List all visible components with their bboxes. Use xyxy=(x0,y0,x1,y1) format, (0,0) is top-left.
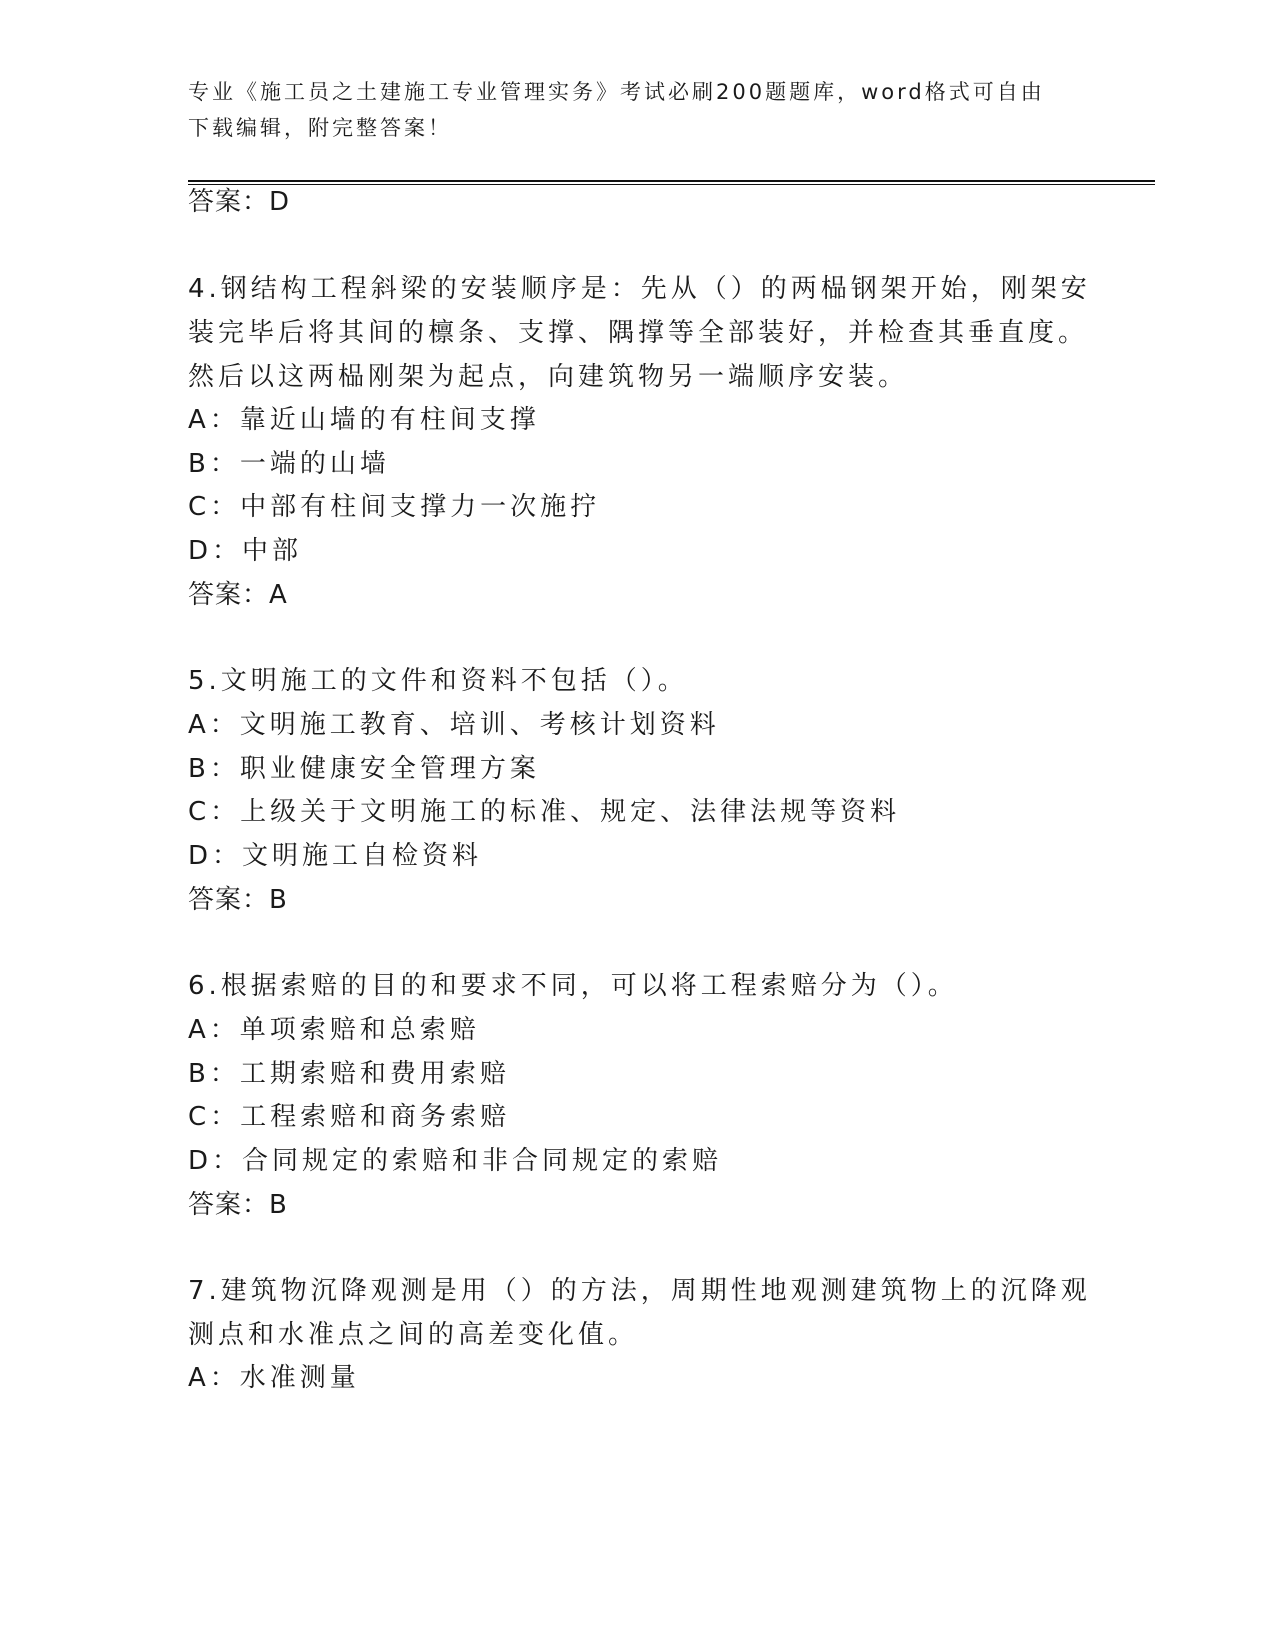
q5-option-a: A：文明施工教育、培训、考核计划资料 xyxy=(188,710,720,740)
q4-option-c: C：中部有柱间支撑力一次施拧 xyxy=(188,492,601,522)
q4-stem-line-1: 4.钢结构工程斜梁的安装顺序是：先从（）的两榀钢架开始，刚架安 xyxy=(188,274,1091,304)
header-line-1: 专业《施工员之土建施工专业管理实务》考试必刷200题题库，word格式可自由 xyxy=(188,80,1045,104)
q5-answer: 答案：B xyxy=(188,885,288,915)
q4-stem-line-3: 然后以这两榀刚架为起点，向建筑物另一端顺序安装。 xyxy=(188,362,909,392)
q5-option-b: B：职业健康安全管理方案 xyxy=(188,754,540,784)
q6-stem-line-1: 6.根据索赔的目的和要求不同，可以将工程索赔分为（）。 xyxy=(188,971,958,1001)
q6-answer: 答案：B xyxy=(188,1190,288,1220)
q5-option-d: D：文明施工自检资料 xyxy=(188,841,483,871)
header-line-2: 下载编辑，附完整答案！ xyxy=(188,116,452,140)
q7-option-a: A：水准测量 xyxy=(188,1363,360,1393)
q6-option-c: C：工程索赔和商务索赔 xyxy=(188,1102,511,1132)
q5-stem-line-1: 5.文明施工的文件和资料不包括（）。 xyxy=(188,666,688,696)
q6-option-a: A：单项索赔和总索赔 xyxy=(188,1015,480,1045)
header-rule-thin xyxy=(188,184,1155,185)
q4-answer: 答案：A xyxy=(188,580,288,610)
q7-stem-line-2: 测点和水准点之间的高差变化值。 xyxy=(188,1320,639,1350)
q4-option-d: D：中部 xyxy=(188,536,303,566)
q4-option-b: B：一端的山墙 xyxy=(188,449,390,479)
q7-stem-line-1: 7.建筑物沉降观测是用（）的方法，周期性地观测建筑物上的沉降观 xyxy=(188,1276,1091,1306)
q4-option-a: A：靠近山墙的有柱间支撑 xyxy=(188,405,540,435)
answer-previous: 答案：D xyxy=(188,187,291,217)
q5-option-c: C：上级关于文明施工的标准、规定、法律法规等资料 xyxy=(188,797,901,827)
q6-option-b: B：工期索赔和费用索赔 xyxy=(188,1059,510,1089)
q4-stem-line-2: 装完毕后将其间的檩条、支撑、隅撑等全部装好，并检查其垂直度。 xyxy=(188,318,1089,348)
document-header xyxy=(188,74,1088,146)
header-rule-thick xyxy=(188,180,1155,182)
q6-option-d: D：合同规定的索赔和非合同规定的索赔 xyxy=(188,1146,723,1176)
